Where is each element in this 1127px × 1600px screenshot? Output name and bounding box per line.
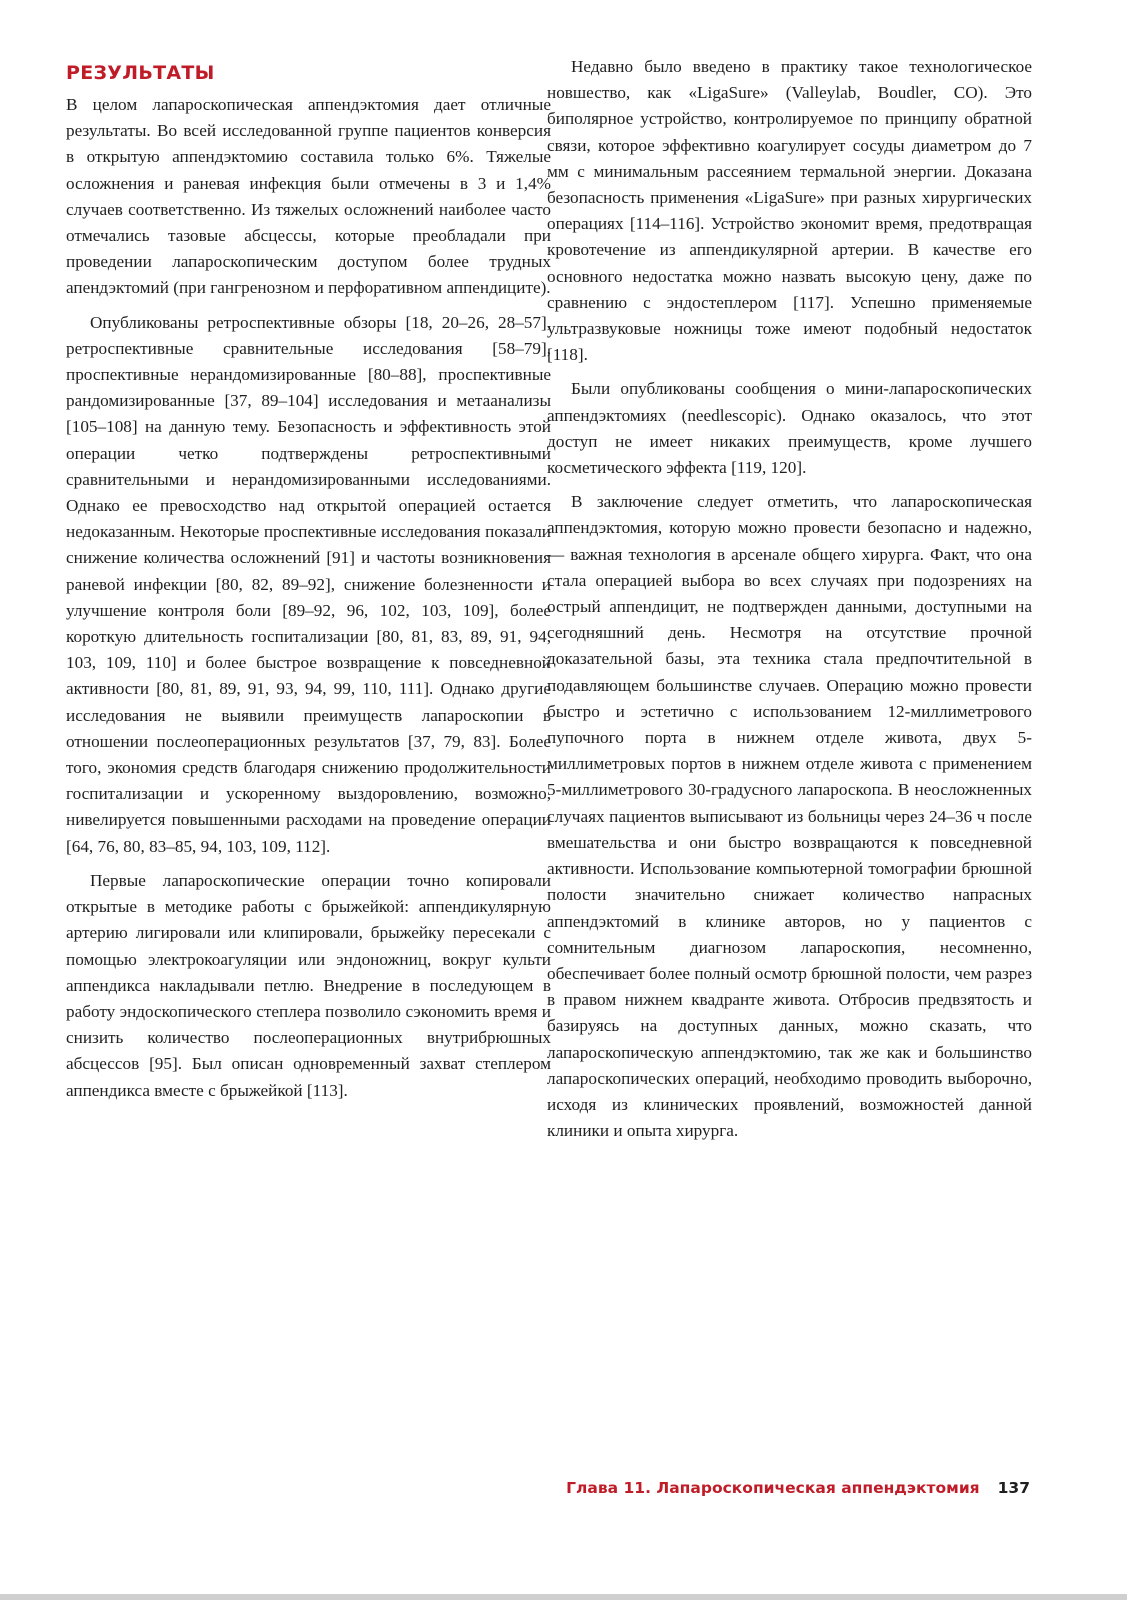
paragraph: Недавно было введено в практику такое технологическое новшество, как «LigaSure» (Valleylab, Boudler, CO). Это биполярное устройство, контролируемое по принципу обратной связи, которое эффективно коагулирует сосуды диаметром до 7 мм с минимальным рассеянием термальной энергии. Доказана безопасность применения «LigaSure» при разных хирургических операциях [114–116]. Устройство экономит время, предотвращая кровотечение из аппендикулярной артерии. В качестве его основного недостатка можно назвать высокую цену, даже по сравнению с эндостеплером [117]. Успешно применяемые ультразвуковые ножницы тоже имеют подобный недостаток [118]. [547,57,1032,365]
paragraph: Были опубликованы сообщения о мини-лапароскопических аппендэктомиях (needlescopic). Однако оказалось, что этот доступ не имеет никаких преимуществ, кроме лучшего косметического эффекта [119, 120]. [547,379,1032,478]
page-number: 137 [997,1479,1030,1497]
left-column [66,54,551,1104]
running-title: Глава 11. Лапароскопическая аппендэктомия [566,1479,980,1497]
page-edge-divider [0,1594,1127,1600]
paragraph: Опубликованы ретроспективные обзоры [18, 20–26, 28–57], ретроспективные сравнительные исследования [58–79], проспективные нерандомизированные [80–88], проспективные рандомизированные [37, 89–104] исследования и метаанализы [105–108] на данную тему. Безопасность и эффективность этой операции четко подтверждены ретроспективными сравнительными и нерандомизированными исследованиями. Однако ее превосходство над открытой операцией остается недоказанным. Некоторые проспективные исследования показали снижение количества осложнений [91] и частоты возникновения раневой инфекции [80, 82, 89–92], снижение болезненности и улучшение контроля боли [89–92, 96, 102, 103, 109], более короткую длительность госпитализации [80, 81, 83, 89, 91, 94, 103, 109, 110] и более быстрое возвращение к повседневной активности [80, 81, 89, 91, 93, 94, 99, 110, 111]. Однако другие исследования не выявили преимуществ лапароскопии в отношении послеоперационных результатов [37, 79, 83]. Более того, экономия средств благодаря снижению продолжительности госпитализации и ускоренному выздоровлению, возможно, нивелируется повышенными расходами на проведение операции [64, 76, 80, 83–85, 94, 103, 109, 112]. [66,312,551,856]
paragraph: В заключение следует отметить, что лапароскопическая аппендэктомия, которую можно провести безопасно и надежно, — важная технология в арсенале общего хирурга. Факт, что она стала операцией выбора во всех случаях при подозрениях на острый аппендицит, не подтвержден данными, доступными на сегодняшний день. Несмотря на отсутствие прочной доказательной базы, эта техника стала предпочтительной в подавляющем большинстве случаев. Операцию можно провести быстро и эстетично с использованием 12-миллиметрового пупочного порта в нижнем отделе живота, двух 5-миллиметровых портов в нижнем отделе живота с применением 5-миллиметрового 30-градусного лапароскопа. В неосложненных случаях пациентов выписывают из больницы через 24–36 ч после вмешательства и они быстро возвращаются к повседневной активности. Использование компьютерной томографии брюшной полости значительно снижает количество напрасных аппендэктомий в клинике авторов, но у пациентов с сомнительным диагнозом лапароскопия, несомненно, обеспечивает более полный осмотр брюшной полости, чем разрез в правом нижнем квадранте живота. Отбросив предвзятость и базируясь на доступных данных, можно сказать, что лапароскопическую аппендэктомию, так же как и большинство лапароскопических операций, необходимо проводить выборочно, исходя из клинических проявлений, возможностей данной клиники и опыта хирурга. [547,492,1032,1141]
paragraph: В целом лапароскопическая аппендэктомия дает отличные результаты. Во всей исследованной группе пациентов конверсия в открытую аппендэктомию составила только 6%. Тяжелые осложнения и раневая инфекция были отмечены в 3 и 1,4% случаев соответственно. Из тяжелых осложнений наиболее часто отмечались тазовые абсцессы, которые преобладали при проведении лапароскопическим доступом более трудных апендэктомий (при гангренозном и перфоративном аппендиците). [66,95,551,298]
page-footer [566,1478,1030,1498]
section-heading: РЕЗУЛЬТАТЫ [66,62,215,84]
paragraph: Первые лапароскопические операции точно копировали открытые в методике работы с брыжейкой: аппендикулярную артерию лигировали или клипировали, брыжейку пересекали с помощью электрокоагуляции или эндоножниц, вокруг культи аппендикса накладывали петлю. Внедрение в последующем в работу эндоскопического степлера позволило сэкономить время и снизить количество послеоперационных внутрибрюшных абсцессов [95]. Был описан одновременный захват степлером аппендикса вместе с брыжейкой [113]. [66,870,551,1100]
right-column [547,54,1032,1144]
